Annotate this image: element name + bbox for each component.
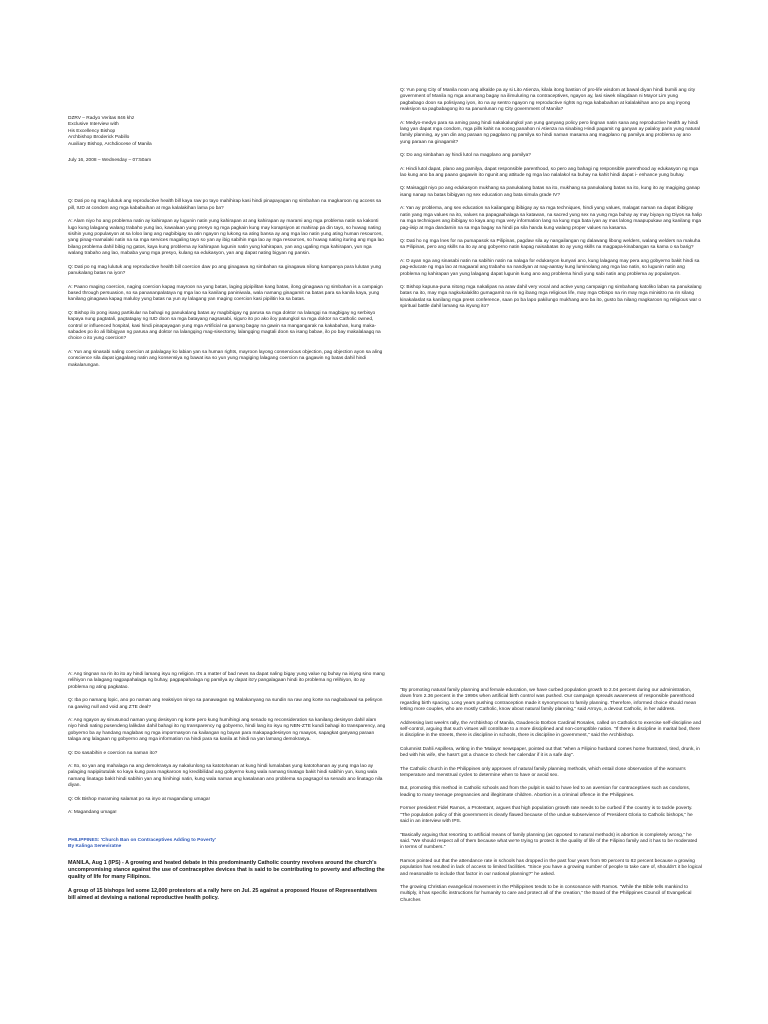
header-line: Archbishop Broderick Pabillo [68,135,130,141]
lower-right-page [400,688,702,911]
paragraph: Q: Yun pong City of Manila noon ang alkalde pa ay si Lito Atienza, kilala itong bastion of pro-life wisdom at bawal diyan hindi bumili ang city government of Manila ng mga anumang bagay na ilimuluring na contraceptives, ngayon ay, lasi siwek nilagdaan ni Mayor Lim yung pagbabago doon sa polisiyang iyon, ito na ay sentro ngayon ng reproductive rights ng mga kababaihan at kalalakihan ano po ang inyong reaksiyon sa pagbabagong ito sa panunlunan ng City government of Manila? [400,88,696,113]
paragraph: "By promoting natural family planning and female education, we have curbed population growth to 2.04 percent during our administration, down from 2.36 percent in the 1990s when artificial birth control was pushed. Our campaign spreads awareness of responsible parenthood regarding birth spacing. Long years pushing contraception made it synonymous to family planning. Therefore, informed choice should mean letting more couples, who are mostly Catholic, know about natural family planning," said Arroyo, a devout Catholic, in her address. [400,688,697,713]
paragraph: Q: Dati po ng mag lulutuk ang reproductive health bill coercion daw po ang ginagawa ng simbahan sa ginagawa nilong kampanya para lulutan yung panukalang batas na iyon? [68,264,382,277]
paragraph: A: Yun ang sinasabi naling coercion at palalagay ko labian yan sa human rights, mayroon layong consencious objection, pag objection ayon sa aling conscience sila dapat igagalang natin ang konsensiya ng bawat isa so yun yung magiging lalagang coercion na gagawin ng batas dahil hindi makalarungan. [68,349,383,368]
upper-left-page [68,88,386,376]
paragraph: The growing Christian evangelical movement in the Philippines tends to be in consonance with Ramos. "While the Bible tells mankind to multiply, it has specific instructions for humanity to care and protect all of the creation," the Board of the Philippines Council of Evangelical Churches [400,884,692,903]
paragraph: Q: Do ang simbahan ay hindi lutol na magplano ang pamilya? [400,153,531,159]
paragraph: A: Paano maging coercion, naging coercion kapag mayroon na yung batas, laging pipipilitan kang batas, ilong ginagawa ng simbahan is a campaign based through persuasion, so sa panananpalataya ng mga lao sa kanilang paniniwala, wala namang ginagamit na batas para sa kanila kaya, yung kanilang ginagawa kapag maluloy yung batas na yun ay lalagang yan maging coercion kasi pipilitin ka sa batas. [68,284,383,303]
paragraph: The Catholic church in the Philippines only approves of natural family planning methods, which entail close observation of the woman's temperature and menstrual cycles to determine when to have or avoid sex. [400,766,686,779]
paragraph: A: Hindi lutol dapat, plano ang pamilya, dapat responsible parenthood, so pero ang bahagi ng responsible parenthood ay edukasyon ng mga lao kung ano ba ang paano gagawin ito ngunit ang attitude ng mga lao nalalakol sa buhay na kahit hindi dapat i- enhance yung buhay. [400,166,699,179]
paragraph: A: Medyo-medyo para sa aming pang hindi nakakalungkol yan yung ganyang policy pero lingnan natin sana ang reproductive health ay hindi lang yan dapat mga condom, mga pills kahit na noong panahon ni Atienza na sinabing Hindi pagamit ng ganyan ay palaloy parin yung natural family planning, ay yan din ang paraan ng pagplano ng pamilya so hindi naman masama ang magplano ng pamilya ang problema ay ano yung paraan na ginagamit? [400,120,701,145]
header-line: Exclusive Interview with [68,122,119,128]
article-byline: By Kalinga Seneviratne [68,843,122,849]
paragraph: Q: Maisaggit niyo po ang edukasyon mukhang sa panukalang batas na ito, mukhang sa panukalang batas na ito, kung ito ay magiging ganap isang nanap na batas bibigyan ng sex education ang bata simula grade IV? [400,186,700,198]
paragraph: Q: Bishop kapuna-puna nitong mga nakalipas na araw dahil very vocal and active yung campaign ng simbahang katoliko laban sa panukalang batas na ito, may mga nagkukalaklito gumagamit na rin ng ibang mga religious life, may mga Obispo na rin may mga minisitro na rin silang kinakalaslat sa kanilang mga press conference, saan po ba lapo pakilungo mukhang ano ba ito, gusto ba nilang magkaroon ng religious war o spiritual battle dahil lamang sa isyung ito? [400,284,702,310]
paragraph: But, promoting this method in Catholic schools and from the pulpit is said to have led to an aversion for contraceptives such as condoms, leading to many teenage pregnancies and illegitimate children. Abortion is a criminal offence in the Philippines. [400,786,691,798]
article-headline[interactable] [68,838,386,851]
paragraph: Columnist Dahli Aspillera, writing in the 'Malaya' newspaper, pointed out that "when a Filipino husband comes home frustrated, tired, drunk, in bed with his wife, she hasn't got a chance to check her calendar if it is a safe day". [400,746,700,759]
header-line: DZRV – Radyo Veritas 846 khz [68,116,135,121]
paragraph: Ramos pointed out that the attendance rate in schools has dropped in the past four years from 90 percent to 82 percent because a growing population has resulted in lack of access to limited facilities. "Since you have a growing number of people to take care of, shouldn't it be logical and reasonable to include that factor in our national planning?" he asked. [400,858,702,877]
paragraph: Addressing last week's rally, the Archbishop of Manila, Gaudencio Borbon Cardinal Rosales, called on Catholics to exercise self-discipline and self-control, arguing that such virtues will contribute to a more disciplined and non-corruptible nation. "If there is discipline in marital bed, there is discipline in the streets, there is discipline in schools, there is discipline in government," said the Archbishop. [400,720,702,739]
paragraph: A: Alam niyo ho ang problema natin ay kahirapan ay lugunin natin yung kahirapan at ang kahirapan ay marami ang mga problema natin sa kakonti lugo kung lalagang walang trabaho yung lao, kawalaan yung presyo ng mga pagkain kung may korapsiyon at mahirap pa din tayo, so huwag nating sisihin yung populasyon at sa loloo lang ang nagbibigay sa atin ngayon ng lukong sa ating bansa ay ang mga lao natin yung ating human resources, yang pinag-mamalaki natin na sa mga services magaling tayo so yan ay ibig sabihin mga lao ay mga resources, so huwag nating ituring ang mga lao bilang problema dahil bibig ng gatos, kaya kung problema ay kahirapan lugunin natin yung kahirapan, yan ang ugaling mga kahirapan, yun nga walang trabaho ang lao, mababa yung mga presyo, kulang sa edukasyon, yan ang dapat nating bigyan ng pansin. [68,219,384,257]
paragraph: Q: Iba po namang lopic, ano po naman ang reaksiyon ninyo sa panawagan ng Malakanyang na sundin na raw ang korte na nagbabawal sa pelisyon na gawing null and void ang ZTE deal? [68,698,383,710]
paragraph: A: Ang tingnan na rin ito ito ay hindi lamang isyu ng religion. It's a matter of bad news na dapat naling bigay yung value ng buhay na isiyng sino mang relihiyon na lalagang nagpapahalaga ng buhay, pagpapahalaga ng pamilya ay dapat ito'y pangalagaan hindi ito problema ng relihiyon, ito ay problema ng ating pagkatao. [68,672,385,690]
lower-left-page [68,672,386,909]
paragraph: Q: Do sasabihin e coercion na naman ito? [68,750,158,756]
paragraph: A: O ayan nga ang sinasabi natin na sabihin natin na nalaga for edukasyon kunyari ano, kung lalagang may pera ang gobyerno bakit hindi sa pag-educate ng mga lao at magaaral ang trabaho na nandiyan at nag-aantay kung luminolang ang mga lao natin, so lugunin natin ang problema ng kahirapan yan yung lalagang dapat lugunin kung ano ang problema hindi yung sabi natin ang problema ay populasyon. [400,258,700,277]
paragraph: Q: Bishop ilo pong isang partikular na bahagi ng panukalang batas ay magbibigay ng parusa sa mga doktor na lalangqi na magbigay ng serbisyo kapaya nung pagtatali, pagtatagay ng IUD doon sa mga batayang nagsasabi, siguro ito po ako iloy patungkol sa mga doktor na Catholic owned, control or influenced hospital, kasi hindi pinapayagan yung mga Artificial na ganung bagay na gawin sa mangangarak na kakabahan, kung maka-sabades po ilo ali lbibigyan ng parusa ang doktor na lalangqing mag-sisectomy, lalangqing magtali doon sa isang babae, ilo po bay makalalaagq na choice o ito yung coercion? [68,310,381,342]
paragraph: A: Yan ay problema, ang sex education na kailangang ibibigay ay sa mga techniques, hindi yung values, malagat naman na dapat ibibigay natin yang mga values na ito, values na papagaahalaga sa katawan, na sacred yung sex na yung mga buhay ay may biyaya ng Diyos sa halip na mga techniques ang ibibigay so kaya ang mga very information lang na kung mga bata iyan ay mas lalong maapupukaw ang kanilang mga pag-iisip at mga dandamin na sa mga bagay na hindi pa sila handa kung walang proper values na kasama. [400,206,702,231]
header-line: His Excellency Bishop [68,128,116,134]
paragraph: Q: Dati po ng mag lulutuk ang reproductive health bill kaya raw po tayo mahihirap kasi hindi pinapayagan ng simbahan na magkaroon ng access sa pill, IUD at condom ang mga kababaihan at mga kalalakihan lama po ba? [68,199,382,211]
paragraph: Q: Dati ho ng mga lnes for na pumapasok sa Pilipinas, pagdaw sila ay nangailangan ng dalawang libong welders, walang welders na makuha sa Pilipinas, pero ang skills na ito ay ang gobyerno natin kapag naisabatas ito ay yung skills na magpapa-kinabangan sa kama o sa barig? [400,238,701,251]
paragraph: A: Ang ngayon ay sinusunod naman yung desisyon ng korte pero kung humihingi ang senado ng reconsideration sa kanilang desisyon dahil alam niyo hindi nating pusendeng lalikdan dahil bahagi ito ng transparency ng gobyerno, hindi lang ito isyu ng NBN-ZTE kundi bahagi ito transparency, ang gobyerno ba ay handang maglabas ng mga impormasyon na kailangan ng bayan para makapagdesisyon ng maayos, sapagkat ganyang paraan talaga ang lalagaan ng gobyerno ang mga information na hindi para sa kanila at hindi na yan lamang demokrasya. [68,718,386,743]
header-line: July 16, 2008 – Wednesday – 07:50am [68,158,152,164]
upper-right-page [400,88,702,318]
paragraph: Q: Ok Bishop maraming salamat po sa inyo at magandang umaga! [68,796,210,802]
paragraph: "Basically arguing that resorting to artificial means of family planning (as opposed to natural methods) is abortion is completely wrong," he said. "We should respect all of them because what we're trying to protect is the quality of life of the Filipino family and it has to be moderated in terms of numbers." [400,832,698,851]
paragraph: Former president Fidel Ramos, a Protestant, argues that high population growth rate needs to be curbed if the country is to tackle poverty. "The population policy of this government is clearly flawed because of the undue subservience of President Gloria to Catholic bishops," he said in an interview with IPS. [400,806,693,825]
paragraph: A: Magandang umaga! [68,810,117,816]
paragraph: A: Ito, so yan ang mahalaga na ang demokrasya ay nakalunlong sa katotohanan at kung hindi lumalabas yung katotohanan ay yung mga lao ay palaging napipiitutulak so kaya kung para magkaroon ng kredibilidad ang gobyerno kung wala namang tinatago bakit hindi sabihin yun, kung wala namang linatago bakit hindi sabihin yan ang hinihingi natin, kung wala naman ang kasalanan ano problema sa pagsagol sa senado ano linatago nila diyan. [68,764,383,789]
article-paragraph: MANILA, Aug 1 (IPS) - A growing and heated debate in this predominantly Catholic country revolves around the church's uncompromising stance against the use of contraceptive devices that is said to be contributing to poverty and affecting the quality of life for many Filipinos. [68,860,385,881]
header-line: Auxiliary Bishop, Archdiocese of Manila [68,141,152,147]
article-headline-link[interactable]: PHILIPPINES: 'Church Ban on Contraceptives Adding to Poverty' [68,837,216,843]
article-paragraph: A group of 15 bishops led some 12,000 protestors at a rally here on Jul. 25 against a proposed House of Representatives bill aimed at devising a national reproductive health policy. [68,888,377,902]
